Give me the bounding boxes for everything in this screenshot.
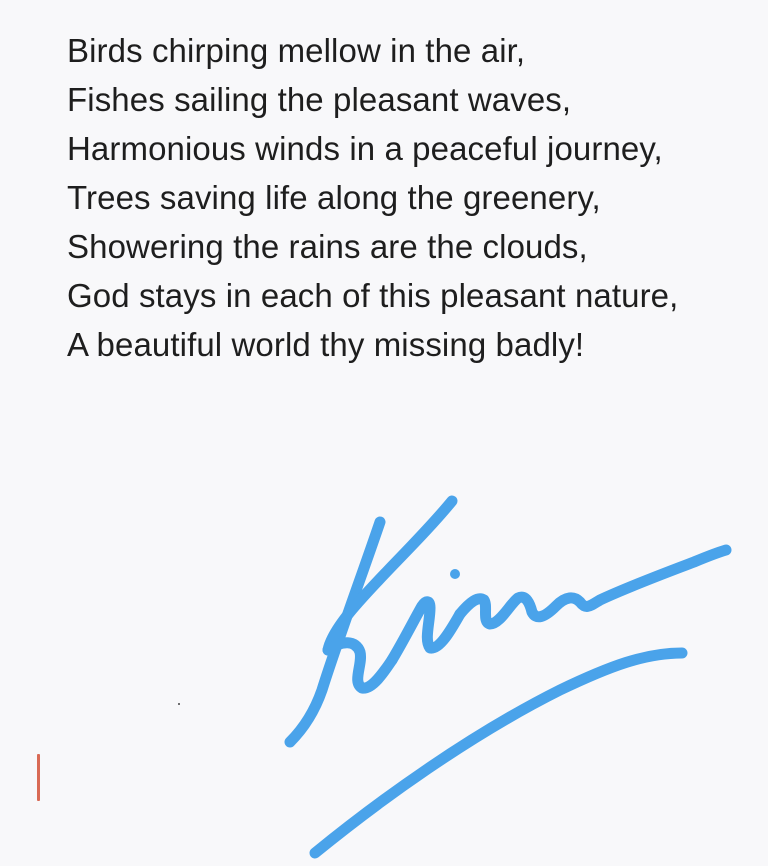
poem-line-7: A beautiful world thy missing badly! xyxy=(67,326,585,363)
poem-line-2: Fishes sailing the pleasant waves, xyxy=(67,81,572,118)
signature-stroke-ran xyxy=(460,550,726,624)
signature-stroke-k-stem xyxy=(290,522,380,742)
poem-line-3: Harmonious winds in a peaceful journey, xyxy=(67,130,663,167)
poem-line-6: God stays in each of this pleasant nature, xyxy=(67,277,679,314)
text-cursor[interactable] xyxy=(37,754,40,801)
poem-line-1: Birds chirping mellow in the air, xyxy=(67,32,526,69)
poem-text[interactable] xyxy=(67,26,757,369)
signature-stroke-i-stem xyxy=(392,602,460,660)
signature-stroke-k-leg xyxy=(328,643,392,688)
stray-dot xyxy=(178,703,180,705)
signature-underline-stroke xyxy=(315,653,682,853)
signature-stroke-k-arm xyxy=(328,501,452,650)
poem-line-5: Showering the rains are the clouds, xyxy=(67,228,588,265)
poem-line-4: Trees saving life along the greenery, xyxy=(67,179,601,216)
signature-i-dot xyxy=(450,569,460,579)
